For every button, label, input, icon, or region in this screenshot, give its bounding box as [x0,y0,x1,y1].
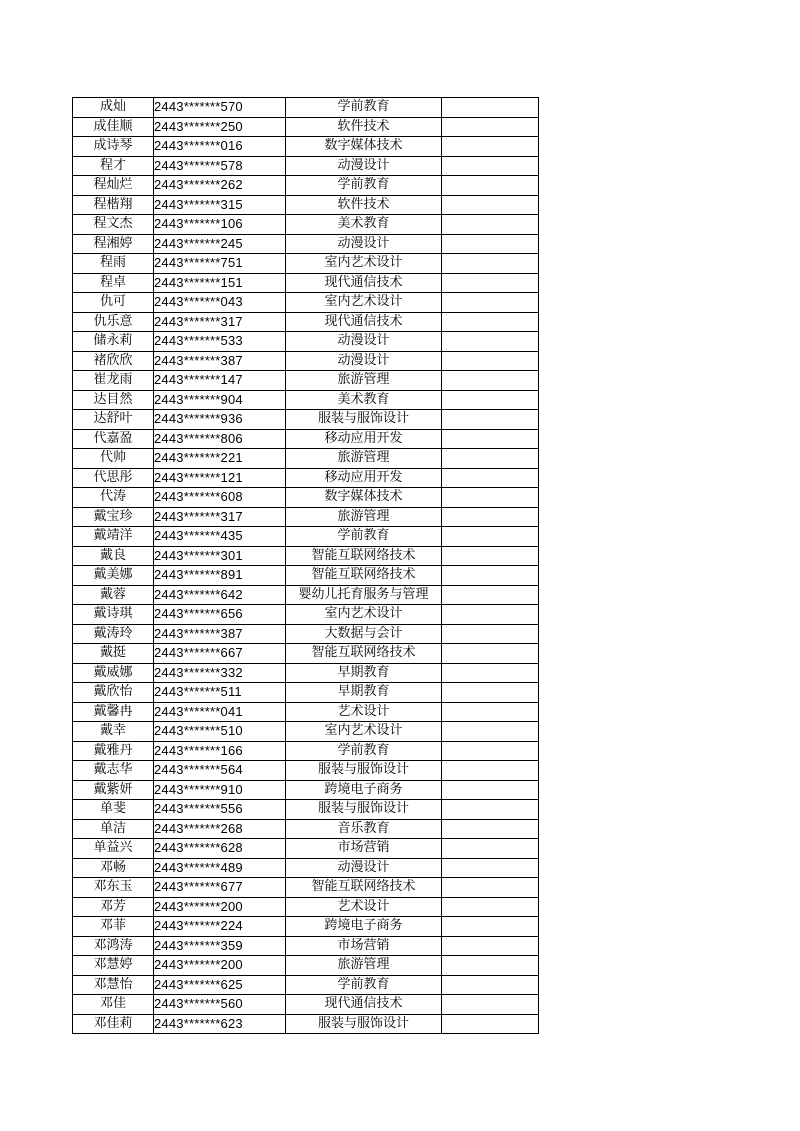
student-id-cell: 2443*******200 [154,897,286,917]
note-cell [442,98,539,118]
table-row [73,878,539,898]
note-cell [442,117,539,137]
major-cell: 数字媒体技术 [286,137,442,157]
note-cell [442,507,539,527]
student-name-cell: 程卓 [73,273,154,293]
student-name-cell: 邓佳 [73,995,154,1015]
note-cell [442,390,539,410]
student-id-cell: 2443*******268 [154,819,286,839]
note-cell [442,332,539,352]
note-cell [442,351,539,371]
student-name-cell: 单斐 [73,800,154,820]
major-cell: 学前教育 [286,741,442,761]
student-name-cell: 戴欣怡 [73,683,154,703]
table-row [73,858,539,878]
table-row [73,156,539,176]
major-cell: 美术教育 [286,390,442,410]
student-id-cell: 2443*******317 [154,312,286,332]
table-row [73,195,539,215]
note-cell [442,702,539,722]
note-cell [442,195,539,215]
note-cell [442,449,539,469]
student-id-cell: 2443*******301 [154,546,286,566]
student-id-cell: 2443*******221 [154,449,286,469]
table-row [73,1014,539,1034]
note-cell [442,312,539,332]
student-name-cell: 程雨 [73,254,154,274]
note-cell [442,897,539,917]
student-name-cell: 程文杰 [73,215,154,235]
student-id-cell: 2443*******166 [154,741,286,761]
student-name-cell: 程才 [73,156,154,176]
note-cell [442,234,539,254]
note-cell [442,761,539,781]
student-id-cell: 2443*******245 [154,234,286,254]
student-name-cell: 戴雅丹 [73,741,154,761]
table-row [73,390,539,410]
major-cell: 智能互联网络技术 [286,878,442,898]
major-cell: 室内艺术设计 [286,605,442,625]
student-id-cell: 2443*******556 [154,800,286,820]
note-cell [442,585,539,605]
student-id-cell: 2443*******332 [154,663,286,683]
note-cell [442,800,539,820]
student-id-cell: 2443*******570 [154,98,286,118]
student-name-cell: 邓芳 [73,897,154,917]
table-row [73,254,539,274]
note-cell [442,722,539,742]
student-name-cell: 仇可 [73,293,154,313]
student-id-cell: 2443*******533 [154,332,286,352]
note-cell [442,780,539,800]
note-cell [442,819,539,839]
table-row [73,819,539,839]
student-name-cell: 邓菲 [73,917,154,937]
major-cell: 婴幼儿托育服务与管理 [286,585,442,605]
table-row [73,546,539,566]
student-name-cell: 戴馨冉 [73,702,154,722]
note-cell [442,605,539,625]
note-cell [442,429,539,449]
note-cell [442,488,539,508]
student-name-cell: 单益兴 [73,839,154,859]
student-name-cell: 邓慧怡 [73,975,154,995]
student-id-cell: 2443*******904 [154,390,286,410]
note-cell [442,273,539,293]
table-row [73,371,539,391]
note-cell [442,566,539,586]
student-name-cell: 代帅 [73,449,154,469]
student-name-cell: 代思彤 [73,468,154,488]
student-name-cell: 单洁 [73,819,154,839]
major-cell: 动漫设计 [286,156,442,176]
student-id-cell: 2443*******667 [154,644,286,664]
table-row [73,176,539,196]
note-cell [442,254,539,274]
major-cell: 美术教育 [286,215,442,235]
student-name-cell: 程湘婷 [73,234,154,254]
student-name-cell: 成佳顺 [73,117,154,137]
note-cell [442,741,539,761]
student-name-cell: 成诗琴 [73,137,154,157]
table-row [73,897,539,917]
major-cell: 音乐教育 [286,819,442,839]
student-id-cell: 2443*******751 [154,254,286,274]
note-cell [442,527,539,547]
student-id-cell: 2443*******387 [154,351,286,371]
note-cell [442,995,539,1015]
student-name-cell: 达目然 [73,390,154,410]
table-row [73,410,539,430]
table-row [73,137,539,157]
student-id-cell: 2443*******511 [154,683,286,703]
student-id-cell: 2443*******677 [154,878,286,898]
table-row [73,585,539,605]
student-id-cell: 2443*******560 [154,995,286,1015]
major-cell: 现代通信技术 [286,273,442,293]
note-cell [442,839,539,859]
student-id-cell: 2443*******262 [154,176,286,196]
table-row [73,507,539,527]
major-cell: 软件技术 [286,195,442,215]
student-id-cell: 2443*******910 [154,780,286,800]
note-cell [442,644,539,664]
student-name-cell: 代嘉盈 [73,429,154,449]
student-id-cell: 2443*******628 [154,839,286,859]
major-cell: 早期教育 [286,683,442,703]
student-name-cell: 戴幸 [73,722,154,742]
student-id-cell: 2443*******317 [154,507,286,527]
note-cell [442,215,539,235]
student-id-cell: 2443*******891 [154,566,286,586]
major-cell: 学前教育 [286,527,442,547]
major-cell: 动漫设计 [286,351,442,371]
major-cell: 现代通信技术 [286,312,442,332]
table-row [73,449,539,469]
table-row [73,488,539,508]
major-cell: 室内艺术设计 [286,254,442,274]
student-name-cell: 程灿烂 [73,176,154,196]
major-cell: 智能互联网络技术 [286,644,442,664]
major-cell: 跨境电子商务 [286,780,442,800]
major-cell: 智能互联网络技术 [286,546,442,566]
note-cell [442,156,539,176]
note-cell [442,975,539,995]
student-name-cell: 达舒叶 [73,410,154,430]
student-id-cell: 2443*******043 [154,293,286,313]
table-row [73,995,539,1015]
table-row [73,234,539,254]
student-name-cell: 戴紫妍 [73,780,154,800]
major-cell: 服装与服饰设计 [286,761,442,781]
major-cell: 市场营销 [286,936,442,956]
major-cell: 旅游管理 [286,449,442,469]
major-cell: 室内艺术设计 [286,722,442,742]
table-row [73,605,539,625]
student-id-cell: 2443*******435 [154,527,286,547]
table-row [73,566,539,586]
student-id-cell: 2443*******578 [154,156,286,176]
student-id-cell: 2443*******489 [154,858,286,878]
student-name-cell: 成灿 [73,98,154,118]
major-cell: 智能互联网络技术 [286,566,442,586]
table-row [73,663,539,683]
student-name-cell: 戴良 [73,546,154,566]
note-cell [442,624,539,644]
student-id-cell: 2443*******608 [154,488,286,508]
table-row [73,800,539,820]
note-cell [442,293,539,313]
student-id-cell: 2443*******656 [154,605,286,625]
student-id-cell: 2443*******806 [154,429,286,449]
table-row [73,644,539,664]
table-row [73,273,539,293]
student-name-cell: 戴蓉 [73,585,154,605]
student-id-cell: 2443*******564 [154,761,286,781]
student-id-cell: 2443*******200 [154,956,286,976]
table-row [73,527,539,547]
student-name-cell: 邓鸿涛 [73,936,154,956]
major-cell: 室内艺术设计 [286,293,442,313]
major-cell: 旅游管理 [286,371,442,391]
student-id-cell: 2443*******224 [154,917,286,937]
table-row [73,468,539,488]
major-cell: 动漫设计 [286,858,442,878]
student-name-cell: 邓佳莉 [73,1014,154,1034]
student-id-cell: 2443*******315 [154,195,286,215]
major-cell: 跨境电子商务 [286,917,442,937]
student-id-cell: 2443*******642 [154,585,286,605]
note-cell [442,878,539,898]
student-roster-table [72,97,539,1034]
major-cell: 学前教育 [286,176,442,196]
table-row [73,917,539,937]
table-row [73,975,539,995]
student-name-cell: 邓畅 [73,858,154,878]
major-cell: 艺术设计 [286,702,442,722]
student-id-cell: 2443*******121 [154,468,286,488]
student-name-cell: 戴美娜 [73,566,154,586]
table-row [73,780,539,800]
student-id-cell: 2443*******041 [154,702,286,722]
note-cell [442,683,539,703]
table-row [73,839,539,859]
note-cell [442,936,539,956]
table-row [73,702,539,722]
major-cell: 现代通信技术 [286,995,442,1015]
student-name-cell: 仇乐意 [73,312,154,332]
table-row [73,117,539,137]
roster-body [73,98,539,1034]
table-row [73,741,539,761]
student-id-cell: 2443*******151 [154,273,286,293]
note-cell [442,410,539,430]
student-id-cell: 2443*******016 [154,137,286,157]
note-cell [442,858,539,878]
student-name-cell: 戴挺 [73,644,154,664]
note-cell [442,137,539,157]
note-cell [442,663,539,683]
table-row [73,293,539,313]
student-name-cell: 戴诗琪 [73,605,154,625]
table-row [73,624,539,644]
major-cell: 服装与服饰设计 [286,1014,442,1034]
major-cell: 学前教育 [286,98,442,118]
major-cell: 旅游管理 [286,507,442,527]
note-cell [442,176,539,196]
student-id-cell: 2443*******623 [154,1014,286,1034]
student-name-cell: 戴宝珍 [73,507,154,527]
student-name-cell: 戴志华 [73,761,154,781]
student-name-cell: 程楷翔 [73,195,154,215]
table-row [73,351,539,371]
student-id-cell: 2443*******510 [154,722,286,742]
table-row [73,956,539,976]
student-name-cell: 邓慧婷 [73,956,154,976]
table-row [73,215,539,235]
major-cell: 数字媒体技术 [286,488,442,508]
student-id-cell: 2443*******387 [154,624,286,644]
student-name-cell: 戴威娜 [73,663,154,683]
student-name-cell: 戴靖洋 [73,527,154,547]
note-cell [442,917,539,937]
student-name-cell: 代涛 [73,488,154,508]
note-cell [442,468,539,488]
student-name-cell: 储永莉 [73,332,154,352]
note-cell [442,546,539,566]
student-id-cell: 2443*******106 [154,215,286,235]
major-cell: 学前教育 [286,975,442,995]
major-cell: 服装与服饰设计 [286,410,442,430]
table-row [73,98,539,118]
student-name-cell: 戴涛玲 [73,624,154,644]
student-id-cell: 2443*******625 [154,975,286,995]
table-row [73,722,539,742]
table-row [73,683,539,703]
table-row [73,429,539,449]
student-name-cell: 崔龙雨 [73,371,154,391]
note-cell [442,956,539,976]
major-cell: 市场营销 [286,839,442,859]
student-id-cell: 2443*******359 [154,936,286,956]
table-row [73,936,539,956]
major-cell: 动漫设计 [286,234,442,254]
major-cell: 艺术设计 [286,897,442,917]
table-row [73,761,539,781]
major-cell: 移动应用开发 [286,468,442,488]
major-cell: 移动应用开发 [286,429,442,449]
table-row [73,312,539,332]
table-row [73,332,539,352]
student-name-cell: 褚欣欣 [73,351,154,371]
major-cell: 动漫设计 [286,332,442,352]
student-name-cell: 邓东玉 [73,878,154,898]
student-id-cell: 2443*******147 [154,371,286,391]
major-cell: 旅游管理 [286,956,442,976]
major-cell: 软件技术 [286,117,442,137]
note-cell [442,1014,539,1034]
major-cell: 服装与服饰设计 [286,800,442,820]
major-cell: 早期教育 [286,663,442,683]
student-id-cell: 2443*******250 [154,117,286,137]
note-cell [442,371,539,391]
student-id-cell: 2443*******936 [154,410,286,430]
major-cell: 大数据与会计 [286,624,442,644]
